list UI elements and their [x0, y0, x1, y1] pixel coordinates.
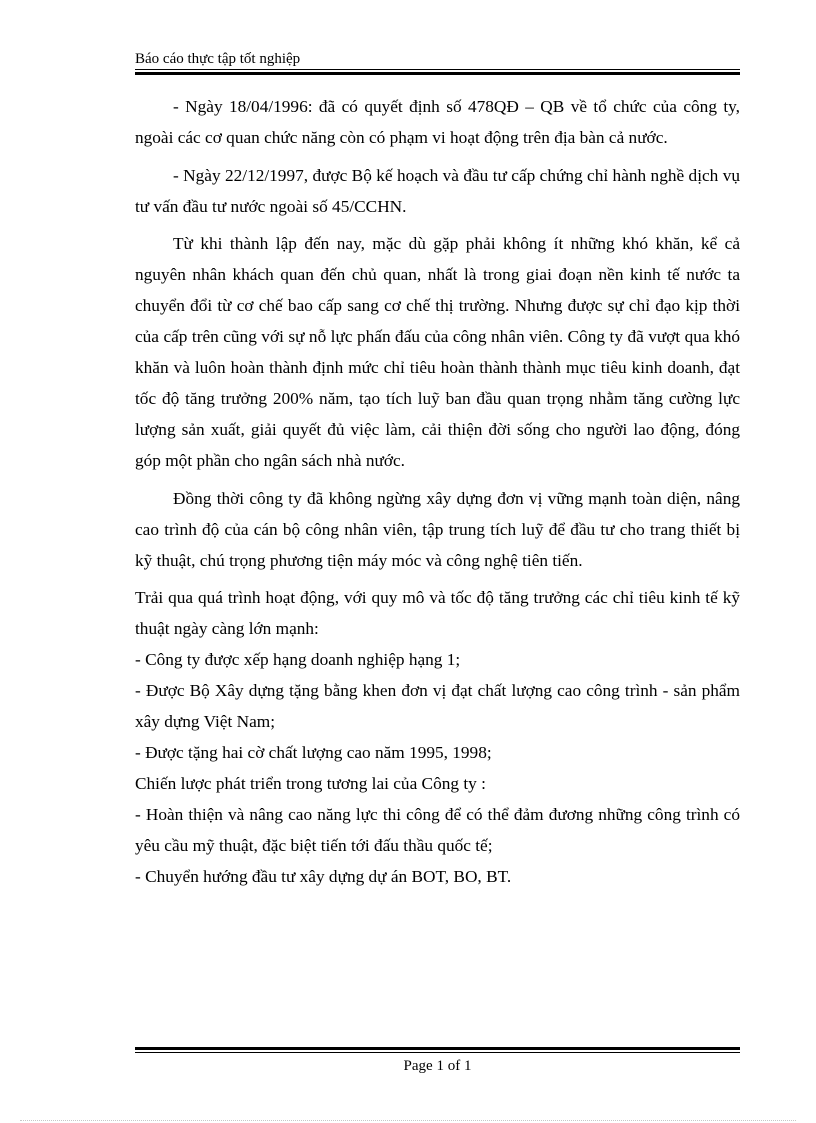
achievement-item-award: - Được Bộ Xây dựng tặng bằng khen đơn vị đạt chất lượng cao công trình - sản phẩm xây dựng Việt Nam; [135, 681, 740, 731]
paragraph-decision-1996: - Ngày 18/04/1996: đã có quyết định số 478QĐ – QB về tổ chức của công ty, ngoài các cơ quan chức năng còn có phạm vi hoạt động trên địa bàn cả nước. [135, 97, 740, 147]
strategy-item-capacity: - Hoàn thiện và nâng cao năng lực thi công để có thể đảm đương những công trình có yêu cầu mỹ thuật, đặc biệt tiến tới đấu thầu quốc tế; [135, 805, 740, 855]
header-title: Báo cáo thực tập tốt nghiệp [135, 51, 301, 67]
strategy-intro: Chiến lược phát triển trong tương lai của Công ty : [135, 774, 486, 793]
document-body [135, 91, 740, 892]
paragraph-company-growth: Từ khi thành lập đến nay, mặc dù gặp phải không ít những khó khăn, kể cả nguyên nhân khách quan đến chủ quan, nhất là trong giai đoạn nền kinh tế nước ta chuyển đổi từ cơ chế bao cấp sang cơ chế thị trường. Nhưng được sự chỉ đạo kịp thời của cấp trên cũng với sự nỗ lực phấn đấu của công nhân viên. Công ty đã vượt qua khó khăn và luôn hoàn thành định mức chỉ tiêu hoàn thành thành mục tiêu kinh doanh, đạt tốc độ tăng trưởng 200% năm, tạo tích luỹ ban đầu quan trọng nhằm tăng cường lực lượng sản xuất, giải quyết đủ việc làm, cải thiện đời sống cho người lao động, đóng góp một phần cho ngân sách nhà nước. [135, 234, 740, 470]
achievement-item-flags: - Được tặng hai cờ chất lượng cao năm 1995, 1998; [135, 743, 492, 762]
achievement-item-rank: - Công ty được xếp hạng doanh nghiệp hạng 1; [135, 650, 461, 669]
paragraph-license-1997: - Ngày 22/12/1997, được Bộ kế hoạch và đầu tư cấp chứng chỉ hành nghề dịch vụ tư vấn đầu tư nước ngoài số 45/CCHN. [135, 165, 740, 216]
header-divider-thick [135, 72, 740, 75]
achievements-intro: Trải qua quá trình hoạt động, với quy mô và tốc độ tăng trưởng các chỉ tiêu kinh tế kỹ thuật ngày càng lớn mạnh: [135, 588, 740, 638]
paragraph-development: Đồng thời công ty đã không ngừng xây dựng đơn vị vững mạnh toàn diện, nâng cao trình độ của cán bộ công nhân viên, tập trung tích luỹ để đầu tư cho trang thiết bị kỹ thuật, chú trọng phương tiện máy móc và công nghệ tiên tiến. [135, 488, 740, 570]
strategy-item-bot: - Chuyển hướng đầu tư xây dựng dự án BOT, BO, BT. [135, 867, 512, 886]
page-number: Page 1 of 1 [403, 1058, 472, 1074]
header-divider-thin [135, 69, 740, 70]
footer-divider-thin [135, 1052, 740, 1053]
page-bottom-border [20, 1120, 796, 1121]
footer-divider-thick [135, 1047, 740, 1050]
